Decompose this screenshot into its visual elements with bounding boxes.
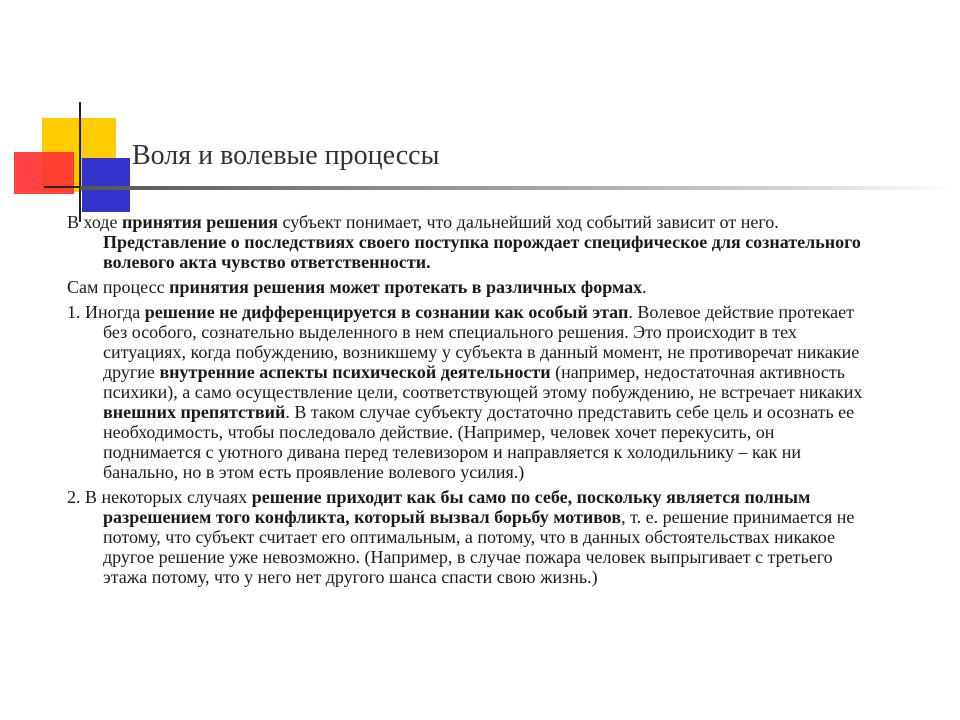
bold-run: решение приходит как бы само по себе, поскольку является полным разрешением того конфликта, который вызвал борьбу мотивов — [103, 487, 811, 527]
text-run: субъект понимает, что дальнейший ход событий зависит от него. — [277, 212, 779, 232]
decor-blue-square — [82, 158, 130, 212]
text-run: , т. е. решение принимается не потому, что субъект считает его оптимальным, а потому, что в данных обстоятельствах никакое другое решение уже невозможно. (Например, в случае пожара человек выпрыгивает с третьего этажа потому, что у него нет другого шанса спасти свою жизнь.) — [103, 507, 855, 587]
slide-body — [67, 212, 867, 592]
paragraph-form-1 — [67, 302, 867, 482]
text-run: . В таком случае субъекту достаточно представить себе цель и осознать ее необходимость, чтобы последовало действие. (Например, человек хочет перекусить, он поднимается с уютного дивана перед телевизором и направляется к холодильнику – как ни банально, но в этом есть проявление волевого усилия.) — [103, 402, 855, 482]
bold-run: принятия решения может протекать в различных формах — [169, 277, 643, 297]
bold-run: внешних препятствий — [103, 402, 286, 422]
text-run: 2. В некоторых случаях — [67, 487, 252, 507]
title-underline — [80, 186, 952, 190]
text-run: Сам процесс — [67, 277, 170, 297]
text-run: . Волевое действие протекает без особого, сознательно выделенного в нем специального решения. Это происходит в тех ситуациях, когда побуждению, возникшему у субъекта в данный момент, не противоречат никакие другие — [103, 302, 860, 382]
text-run: 1. Иногда — [67, 302, 145, 322]
bold-run: решение не дифференцируется в сознании как особый этап — [144, 302, 629, 322]
slide-title: Воля и волевые процессы — [132, 140, 440, 171]
paragraph-decision-forms — [67, 277, 867, 297]
decor-vertical-line — [79, 102, 81, 222]
bold-run: принятия решения — [121, 212, 278, 232]
paragraph-decision-intro — [67, 212, 867, 272]
bold-run: Представление о последствиях своего поступка порождает специфическое для сознательного волевого акта чувство ответственности. — [103, 232, 861, 272]
text-run: (например, недостаточная активность психики), а само осуществление цели, соответствующей этому побуждению, не встречает никаких — [103, 362, 863, 402]
text-run: В ходе — [67, 212, 122, 232]
bold-run: внутренние аспекты психической деятельности — [159, 362, 551, 382]
paragraph-form-2 — [67, 487, 867, 587]
text-run: . — [642, 277, 647, 297]
